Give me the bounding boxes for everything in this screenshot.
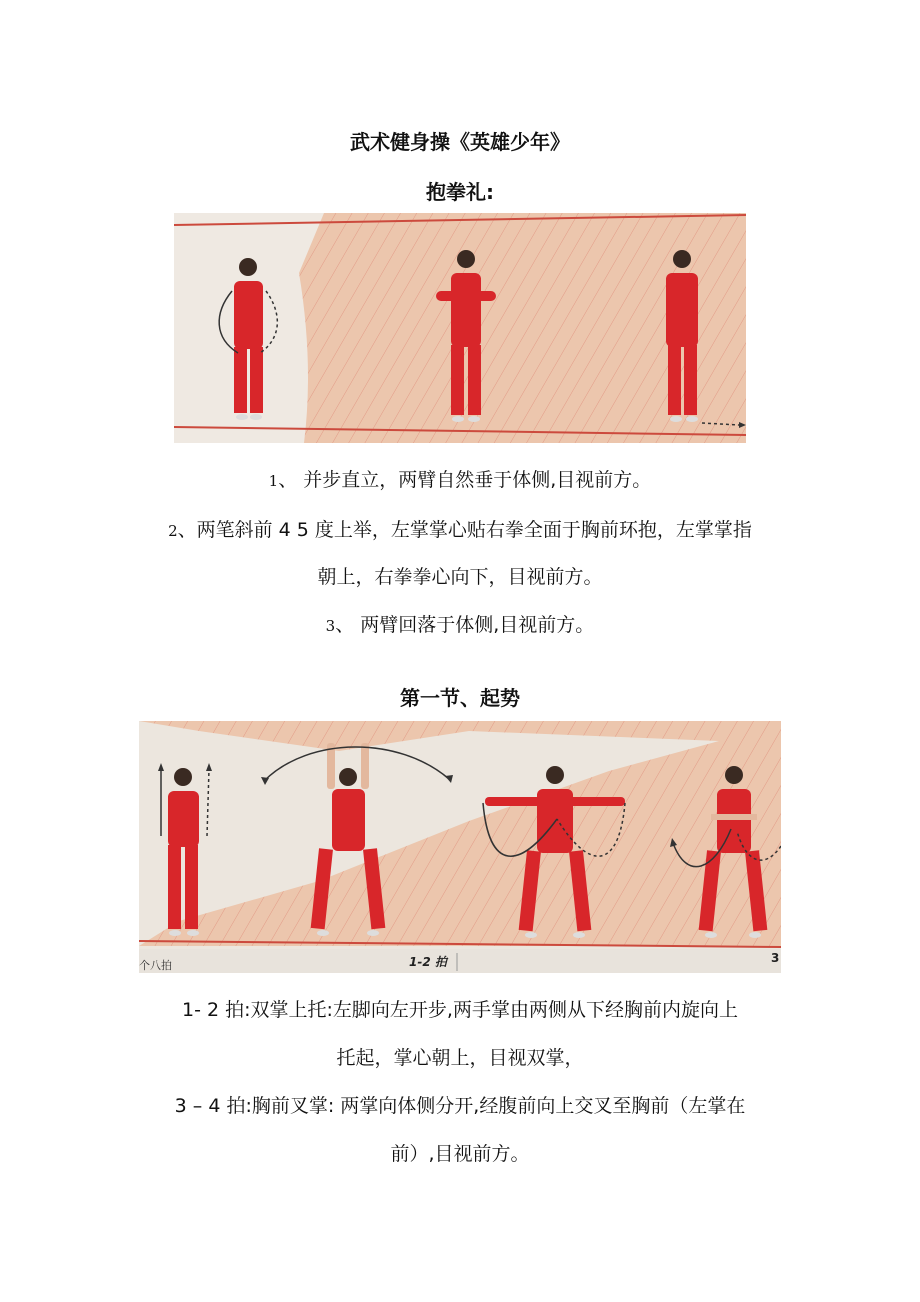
photo-partial-left: 个八拍	[139, 959, 172, 972]
salute-photo	[174, 213, 746, 443]
photo-caption: 1-2 拍	[409, 955, 447, 969]
section-heading-opening: 第一节、起势	[400, 686, 520, 710]
opening-line-3: 3 – 4 拍:胸前叉掌: 两掌向体侧分开,经腹前向上交叉至胸前（左掌在	[174, 1095, 746, 1117]
opening-line-4: 前）,目视前方。	[390, 1143, 530, 1165]
document-title: 武术健身操《英雄少年》	[350, 130, 570, 154]
opening-line-2: 托起，掌心朝上，目视双掌，	[336, 1047, 584, 1069]
salute-step-2: 2、两笔斜前 4 5 度上举，左掌掌心贴右拳全面于胸前环抱，左掌掌指	[168, 519, 752, 541]
salute-step-1: 1、 并步直立，两臂自然垂于体侧,目视前方。	[268, 469, 652, 491]
salute-step-3: 3、 两臂回落于体侧,目视前方。	[325, 614, 595, 636]
opening-photo	[139, 721, 781, 973]
salute-step-2-cont: 朝上，右拳拳心向下，目视前方。	[317, 566, 603, 588]
section-heading-salute: 抱拳礼:	[426, 180, 494, 204]
opening-line-1: 1- 2 拍:双掌上托:左脚向左开步,两手掌由两侧从下经胸前内旋向上	[182, 999, 738, 1021]
photo-partial-right: 3	[771, 951, 780, 965]
